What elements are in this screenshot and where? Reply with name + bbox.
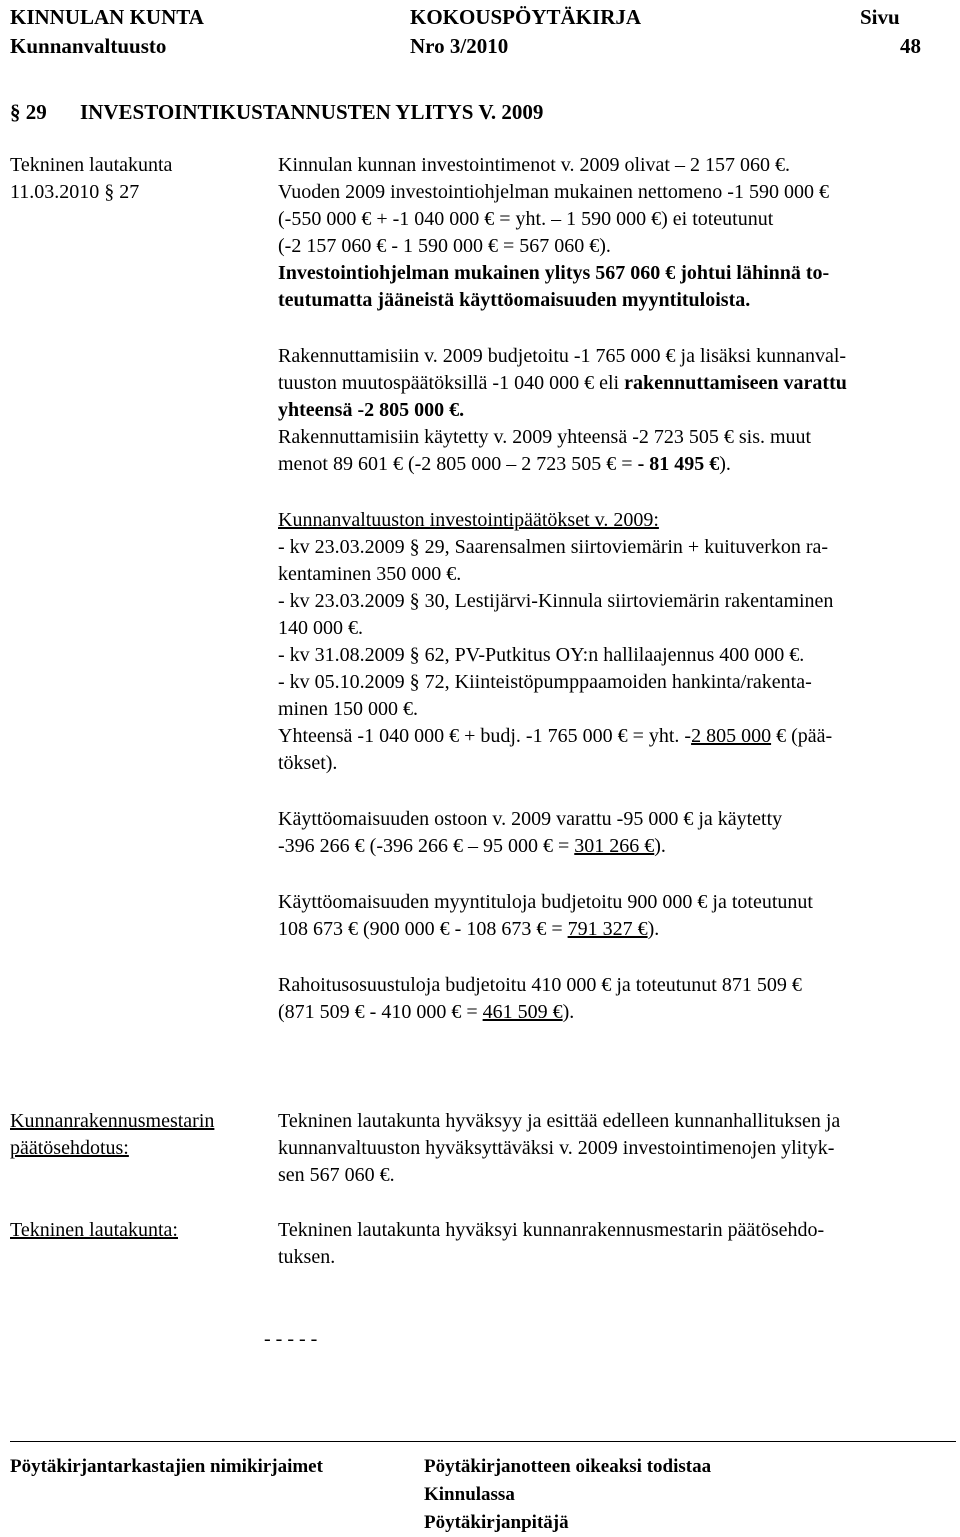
- body-line: kentaminen 350 000 €.: [278, 563, 462, 585]
- body-line: -396 266 € (-396 266 € – 95 000 € = 301 266 €).: [278, 835, 666, 857]
- meeting-number: Nro 3/2010: [410, 34, 509, 58]
- body-line: - kv 31.08.2009 § 62, PV-Putkitus OY:n hallilaajennus 400 000 €.: [278, 644, 805, 666]
- body-line: - kv 23.03.2009 § 30, Lestijärvi-Kinnula siirtoviemärin rakentaminen: [278, 590, 834, 612]
- committee-reference: [10, 179, 139, 205]
- body-line: 140 000 €.: [278, 617, 363, 639]
- proposal-text: Tekninen lautakunta hyväksyy ja esittää edelleen kunnanhallituksen ja: [278, 1110, 841, 1132]
- body-line: (-550 000 € + -1 040 000 € = yht. – 1 590 000 €) ei toteutunut: [278, 208, 774, 230]
- decisions-heading: Kunnanvaltuuston investointipäätökset v. 2009:: [278, 509, 659, 531]
- body-line: Käyttöomaisuuden ostoon v. 2009 varattu -95 000 € ja käytetty: [278, 808, 783, 830]
- body-line: tuuston muutospäätöksillä -1 040 000 € eli rakennuttamiseen varattu: [278, 372, 847, 394]
- body-line-bold: teutumatta jääneistä käyttöomaisuuden myyntituloista.: [278, 289, 751, 311]
- body-line: Vuoden 2009 investointiohjelman mukainen nettomeno -1 590 000 €: [278, 181, 829, 203]
- section-number: 29: [25, 100, 47, 124]
- body-line: Kinnulan kunnan investointimenot v. 2009 olivat – 2 157 060 €.: [278, 154, 790, 176]
- body-line: (871 509 € - 410 000 € = 461 509 €).: [278, 1001, 575, 1023]
- organ-name: Kunnanvaltuusto: [10, 34, 167, 58]
- section-mark: §: [10, 100, 21, 124]
- underlined-amount: 461 509 €: [482, 1001, 563, 1023]
- footer-initials-label: Pöytäkirjantarkastajien nimikirjaimet: [10, 1456, 323, 1477]
- proposal-text: kunnanvaltuuston hyväksyttäväksi v. 2009 investointimenojen ylityk-: [278, 1137, 835, 1159]
- page-number: 48: [900, 34, 921, 58]
- page-label: Sivu: [860, 5, 900, 29]
- body-line: Rahoitusosuustuloja budjetoitu 410 000 € ja toteutunut 871 509 €: [278, 974, 802, 996]
- body-line: - kv 23.03.2009 § 29, Saarensalmen siirtoviemärin + kuituverkon ra-: [278, 536, 829, 558]
- decision-text: tuksen.: [278, 1246, 336, 1268]
- municipality-name: KINNULAN KUNTA: [10, 5, 204, 29]
- body-line: menot 89 601 € (-2 805 000 – 2 723 505 € = - 81 495 €).: [278, 453, 731, 475]
- section-heading: INVESTOINTIKUSTANNUSTEN YLITYS V. 2009: [80, 100, 544, 124]
- footer-certification: Pöytäkirjanotteen oikeaksi todistaa: [424, 1456, 712, 1477]
- body-line: Käyttöomaisuuden myyntituloja budjetoitu 900 000 € ja toteutunut: [278, 891, 813, 913]
- body-line: minen 150 000 €.: [278, 698, 418, 720]
- committee-name: Tekninen lautakunta: [10, 154, 173, 176]
- committee-section-number: 27: [119, 181, 140, 203]
- document-type: KOKOUSPÖYTÄKIRJA: [410, 5, 642, 29]
- decision-label: Tekninen lautakunta:: [10, 1219, 178, 1241]
- section-separator: - - - - -: [264, 1328, 318, 1350]
- body-line: Rakennuttamisiin käytetty v. 2009 yhteensä -2 723 505 € sis. muut: [278, 426, 812, 448]
- body-line: tökset).: [278, 752, 338, 774]
- underlined-amount: 2 805 000: [691, 725, 772, 747]
- body-line: 108 673 € (900 000 € - 108 673 € = 791 327 €).: [278, 918, 660, 940]
- body-line-bold: yhteensä -2 805 000 €.: [278, 399, 465, 421]
- proposal-label: päätösehdotus:: [10, 1137, 129, 1159]
- footer-place: Kinnulassa: [424, 1484, 515, 1505]
- footer-signer-role: Pöytäkirjanpitäjä: [424, 1512, 569, 1533]
- proposal-label: Kunnanrakennusmestarin: [10, 1110, 215, 1132]
- body-line: Yhteensä -1 040 000 € + budj. -1 765 000 € = yht. -2 805 000 € (pää-: [278, 725, 833, 747]
- underlined-amount: 791 327 €: [567, 918, 648, 940]
- section-title: [10, 99, 543, 125]
- bold-phrase: rakennuttamiseen varattu: [624, 372, 847, 394]
- footer-rule: [10, 1441, 956, 1442]
- committee-date: 11.03.2010: [10, 181, 100, 203]
- body-line: (-2 157 060 € - 1 590 000 € = 567 060 €).: [278, 235, 611, 257]
- committee-section-mark: §: [104, 181, 115, 203]
- body-line: Rakennuttamisiin v. 2009 budjetoitu -1 765 000 € ja lisäksi kunnanval-: [278, 345, 847, 367]
- proposal-text: sen 567 060 €.: [278, 1164, 395, 1186]
- bold-amount: - 81 495 €: [637, 453, 720, 475]
- body-line-bold: Investointiohjelman mukainen ylitys 567 060 € johtui lähinnä to-: [278, 262, 830, 284]
- decision-text: Tekninen lautakunta hyväksyi kunnanrakennusmestarin päätösehdo-: [278, 1219, 825, 1241]
- underlined-amount: 301 266 €: [574, 835, 655, 857]
- body-line: - kv 05.10.2009 § 72, Kiinteistöpumppaamoiden hankinta/rakenta-: [278, 671, 812, 693]
